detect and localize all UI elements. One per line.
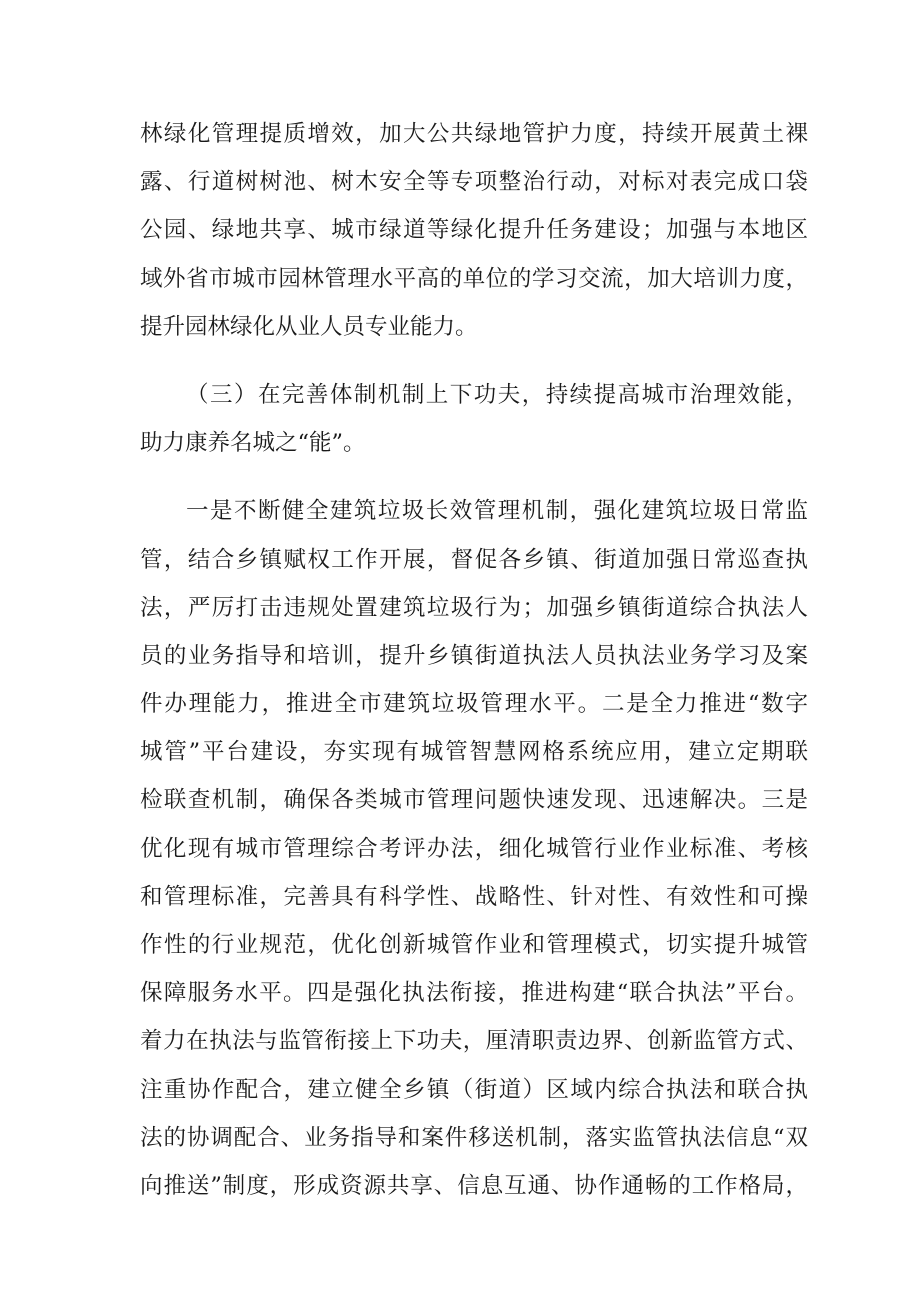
- text-line: 保障服务水平。四是强化执法衔接，推进构建“联合执法”平台。: [140, 980, 808, 1007]
- text-line: 注重协作配合，建立健全乡镇（街道）区域内综合执法和联合执: [140, 1076, 808, 1103]
- text-line: 露、行道树树池、树木安全等专项整治行动，对标对表完成口袋: [140, 169, 808, 196]
- paragraph-governance: [140, 487, 808, 1210]
- text-line: 和管理标准，完善具有科学性、战略性、针对性、有效性和可操: [140, 883, 808, 910]
- text-line: 件办理能力，推进全市建筑垃圾管理水平。二是全力推进“数字: [140, 691, 808, 718]
- text-line: 法的协调配合、业务指导和案件移送机制，落实监管执法信息“双: [140, 1124, 808, 1151]
- text-line: 一是不断健全建筑垃圾长效管理机制，强化建筑垃圾日常监: [186, 498, 808, 525]
- text-line: 管，结合乡镇赋权工作开展，督促各乡镇、街道加强日常巡查执: [140, 546, 808, 573]
- text-line: 提升园林绿化从业人员专业能力。: [140, 313, 478, 340]
- text-line: 域外省市城市园林管理水平高的单位的学习交流，加大培训力度，: [140, 265, 808, 292]
- section-heading-three: [140, 371, 808, 467]
- text-line: 林绿化管理提质增效，加大公共绿地管护力度，持续开展黄土裸: [140, 121, 808, 147]
- text-line: 助力康养名城之“能”。: [140, 430, 366, 457]
- text-line: 着力在执法与监管衔接上下功夫，厘清职责边界、创新监管方式、: [140, 1028, 808, 1055]
- text-line: 优化现有城市管理综合考评办法，细化城管行业作业标准、考核: [140, 835, 808, 862]
- text-line: 员的业务指导和培训，提升乡镇街道执法人员执法业务学习及案: [140, 642, 808, 669]
- text-line: 作性的行业规范，优化创新城管作业和管理模式，切实提升城管: [140, 932, 808, 958]
- text-line: 城管”平台建设，夯实现有城管智慧网格系统应用，建立定期联: [140, 739, 808, 766]
- text-line: 检联查机制，确保各类城市管理问题快速发现、迅速解决。三是: [140, 787, 808, 814]
- text-line: 向推送”制度，形成资源共享、信息互通、协作通畅的工作格局，: [140, 1172, 808, 1199]
- text-line: 法，严厉打击违规处置建筑垃圾行为；加强乡镇街道综合执法人: [140, 594, 808, 621]
- paragraph-greening: [140, 110, 808, 351]
- document-body: [140, 110, 808, 1210]
- text-line: 公园、绿地共享、城市绿道等绿化提升任务建设；加强与本地区: [140, 217, 808, 244]
- text-line: （三）在完善体制机制上下功夫，持续提高城市治理效能，: [186, 381, 808, 408]
